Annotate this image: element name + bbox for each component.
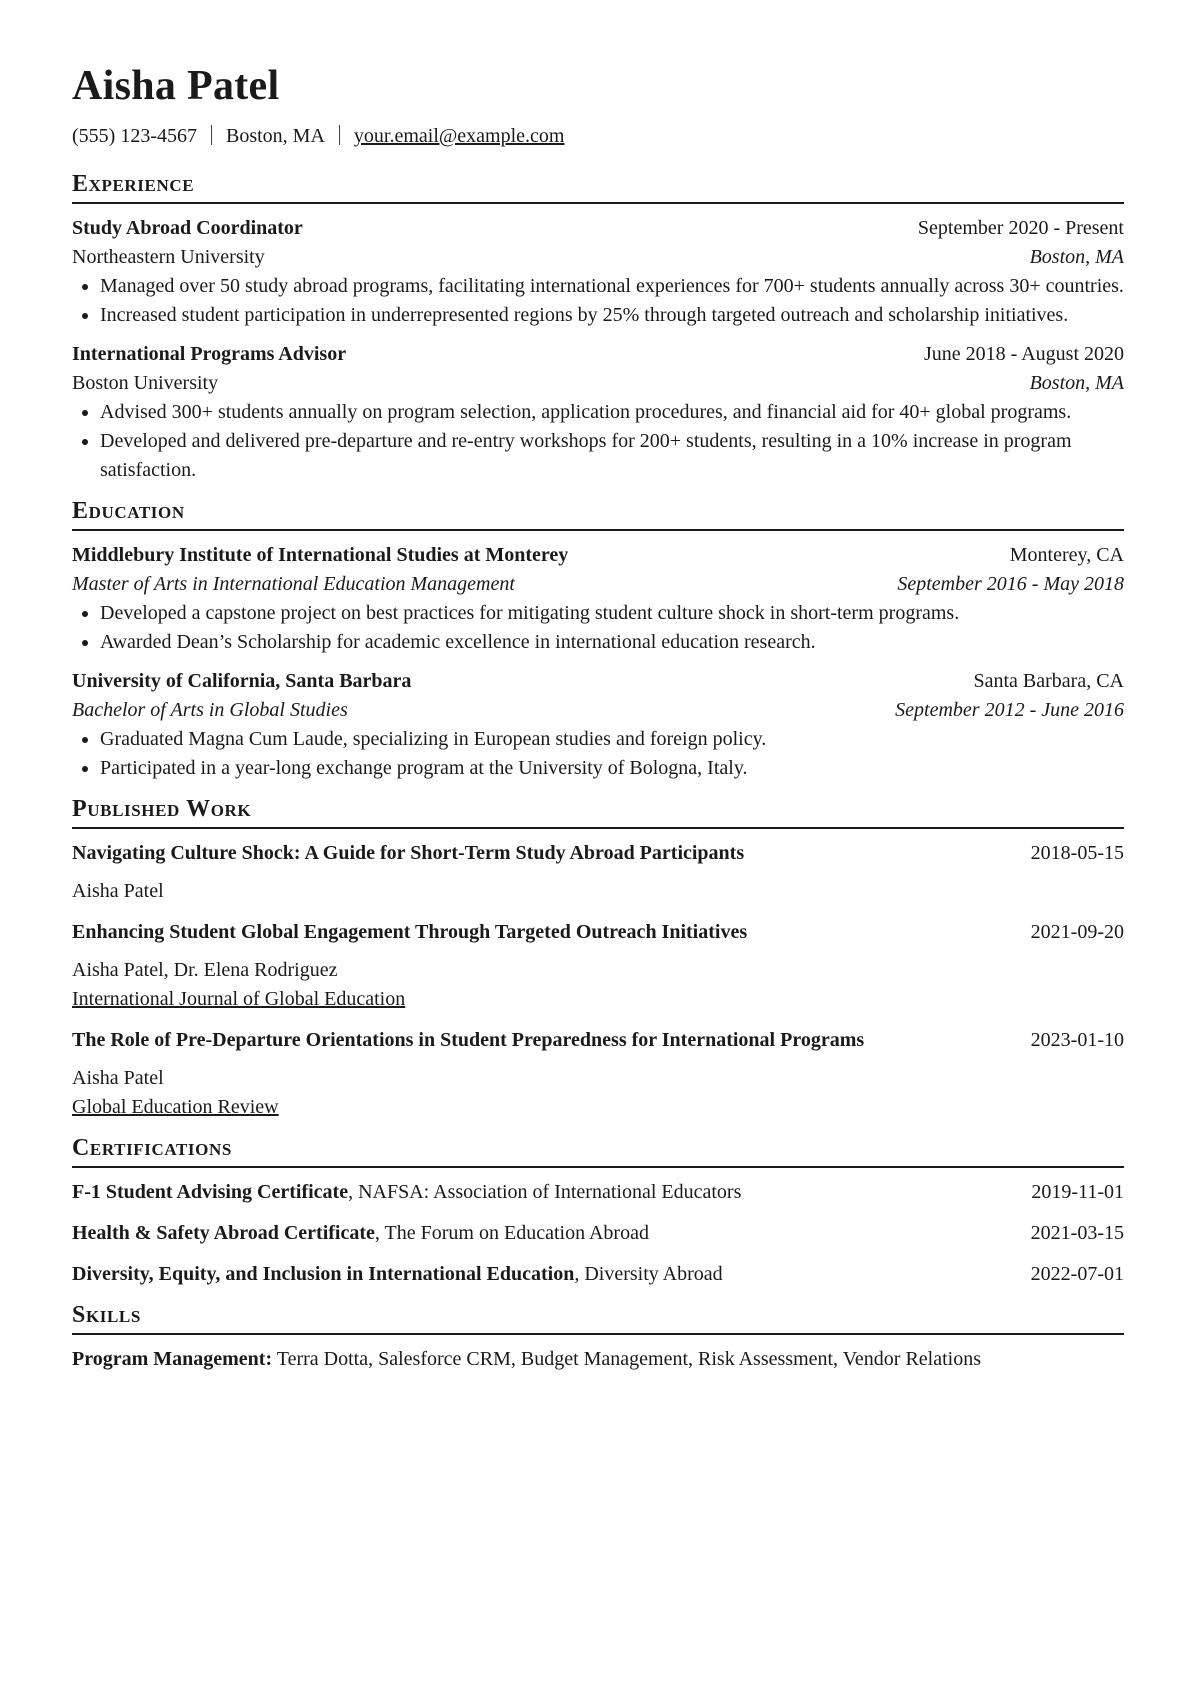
school-name: University of California, Santa Barbara xyxy=(72,670,412,692)
school-location: Santa Barbara, CA xyxy=(973,670,1124,692)
edu-dates: September 2016 - May 2018 xyxy=(897,573,1124,595)
publication xyxy=(72,1026,1124,1122)
job-location: Boston, MA xyxy=(1029,246,1124,268)
pub-title: The Role of Pre-Departure Orientations in Student Preparedness for International Programs xyxy=(72,1029,865,1051)
degree: Master of Arts in International Education Management xyxy=(72,573,515,595)
bullet: • Awarded Dean’s Scholarship for academic excellence in international education research. xyxy=(100,628,1124,657)
section-rule xyxy=(72,1333,1124,1335)
education-entry xyxy=(72,541,1124,657)
job-dates: September 2020 - Present xyxy=(917,217,1124,239)
pub-venue-link[interactable]: International Journal of Global Education xyxy=(72,988,406,1010)
certification xyxy=(72,1219,1124,1248)
skill-items: Terra Dotta, Salesforce CRM, Budget Management, Risk Assessment, Vendor Relations xyxy=(272,1348,982,1370)
pub-venue-link[interactable]: Global Education Review xyxy=(72,1096,279,1118)
education-section xyxy=(72,497,1124,783)
phone: (555) 123-4567 xyxy=(72,125,197,147)
experience-entry xyxy=(72,340,1124,485)
bullet: • Advised 300+ students annually on program selection, application procedures, and financial aid for 40+ global programs. xyxy=(100,398,1124,427)
separator xyxy=(211,125,212,145)
resume-page xyxy=(72,62,1124,1374)
bullet: • Developed a capstone project on best practices for mitigating student culture shock in short-term programs. xyxy=(100,599,1124,628)
pub-date: 2018-05-15 xyxy=(1030,842,1124,864)
job-dates: June 2018 - August 2020 xyxy=(924,343,1124,365)
bullet: • Increased student participation in underrepresented regions by 25% through targeted outreach and scholarship initiatives. xyxy=(100,301,1124,330)
pub-date: 2021-09-20 xyxy=(1030,921,1124,943)
edu-dates: September 2012 - June 2016 xyxy=(895,699,1124,721)
certification xyxy=(72,1260,1124,1289)
cert-name: Diversity, Equity, and Inclusion in International Education xyxy=(72,1263,575,1285)
email-link[interactable]: your.email@example.com xyxy=(353,125,565,147)
section-title-certifications: Certifications xyxy=(72,1135,232,1161)
certification xyxy=(72,1178,1124,1207)
section-rule xyxy=(72,529,1124,531)
section-rule xyxy=(72,202,1124,204)
cert-date: 2022-07-01 xyxy=(1030,1263,1124,1285)
pub-date: 2023-01-10 xyxy=(1030,1029,1124,1051)
section-rule xyxy=(72,1166,1124,1168)
location: Boston, MA xyxy=(225,125,325,147)
bullet: • Managed over 50 study abroad programs, facilitating international experiences for 700+ students annually across 30+ countries. xyxy=(100,272,1124,301)
cert-name: F-1 Student Advising Certificate xyxy=(72,1181,349,1203)
skill-label: Program Management: xyxy=(72,1348,273,1370)
cert-issuer: , The Forum on Education Abroad xyxy=(374,1222,649,1244)
pub-title: Enhancing Student Global Engagement Through Targeted Outreach Initiatives xyxy=(72,921,748,943)
job-bullets xyxy=(72,272,1124,330)
section-title-education: Education xyxy=(72,498,185,524)
section-title-published: Published Work xyxy=(72,796,252,822)
pub-title: Navigating Culture Shock: A Guide for Short-Term Study Abroad Participants xyxy=(72,842,745,864)
bullet: • Graduated Magna Cum Laude, specializing in European studies and foreign policy. xyxy=(100,725,1124,754)
cert-issuer: , Diversity Abroad xyxy=(574,1263,723,1285)
edu-bullets xyxy=(72,599,1124,657)
cert-name: Health & Safety Abroad Certificate xyxy=(72,1222,375,1244)
pub-authors: Aisha Patel xyxy=(72,1067,164,1089)
bullet: • Developed and delivered pre-departure and re-entry workshops for 200+ students, resulting in a 10% increase in program satisfaction. xyxy=(100,427,1124,485)
edu-bullets xyxy=(72,725,1124,783)
school-name: Middlebury Institute of International Studies at Monterey xyxy=(72,544,569,566)
job-org: Northeastern University xyxy=(72,246,265,268)
certifications-section xyxy=(72,1134,1124,1289)
job-title: International Programs Advisor xyxy=(72,343,347,365)
publication xyxy=(72,918,1124,1014)
cert-date: 2019-11-01 xyxy=(1031,1181,1124,1203)
job-bullets xyxy=(72,398,1124,485)
education-entry xyxy=(72,667,1124,783)
degree: Bachelor of Arts in Global Studies xyxy=(72,699,348,721)
skills-section xyxy=(72,1301,1124,1374)
section-title-skills: Skills xyxy=(72,1302,141,1328)
candidate-name: Aisha Patel xyxy=(72,63,280,109)
pub-authors: Aisha Patel xyxy=(72,880,164,902)
job-location: Boston, MA xyxy=(1029,372,1124,394)
skill-line xyxy=(72,1345,1124,1374)
job-title: Study Abroad Coordinator xyxy=(72,217,303,239)
job-org: Boston University xyxy=(72,372,219,394)
experience-entry xyxy=(72,214,1124,330)
published-section xyxy=(72,795,1124,1122)
contact-line xyxy=(72,124,1124,148)
pub-authors: Aisha Patel, Dr. Elena Rodriguez xyxy=(72,959,338,981)
school-location: Monterey, CA xyxy=(1009,544,1124,566)
separator xyxy=(339,125,340,145)
experience-section xyxy=(72,170,1124,485)
publication xyxy=(72,839,1124,906)
section-rule xyxy=(72,827,1124,829)
cert-date: 2021-03-15 xyxy=(1030,1222,1124,1244)
bullet: • Participated in a year-long exchange program at the University of Bologna, Italy. xyxy=(100,754,1124,783)
cert-issuer: , NAFSA: Association of International Educators xyxy=(348,1181,742,1203)
section-title-experience: Experience xyxy=(72,171,195,197)
